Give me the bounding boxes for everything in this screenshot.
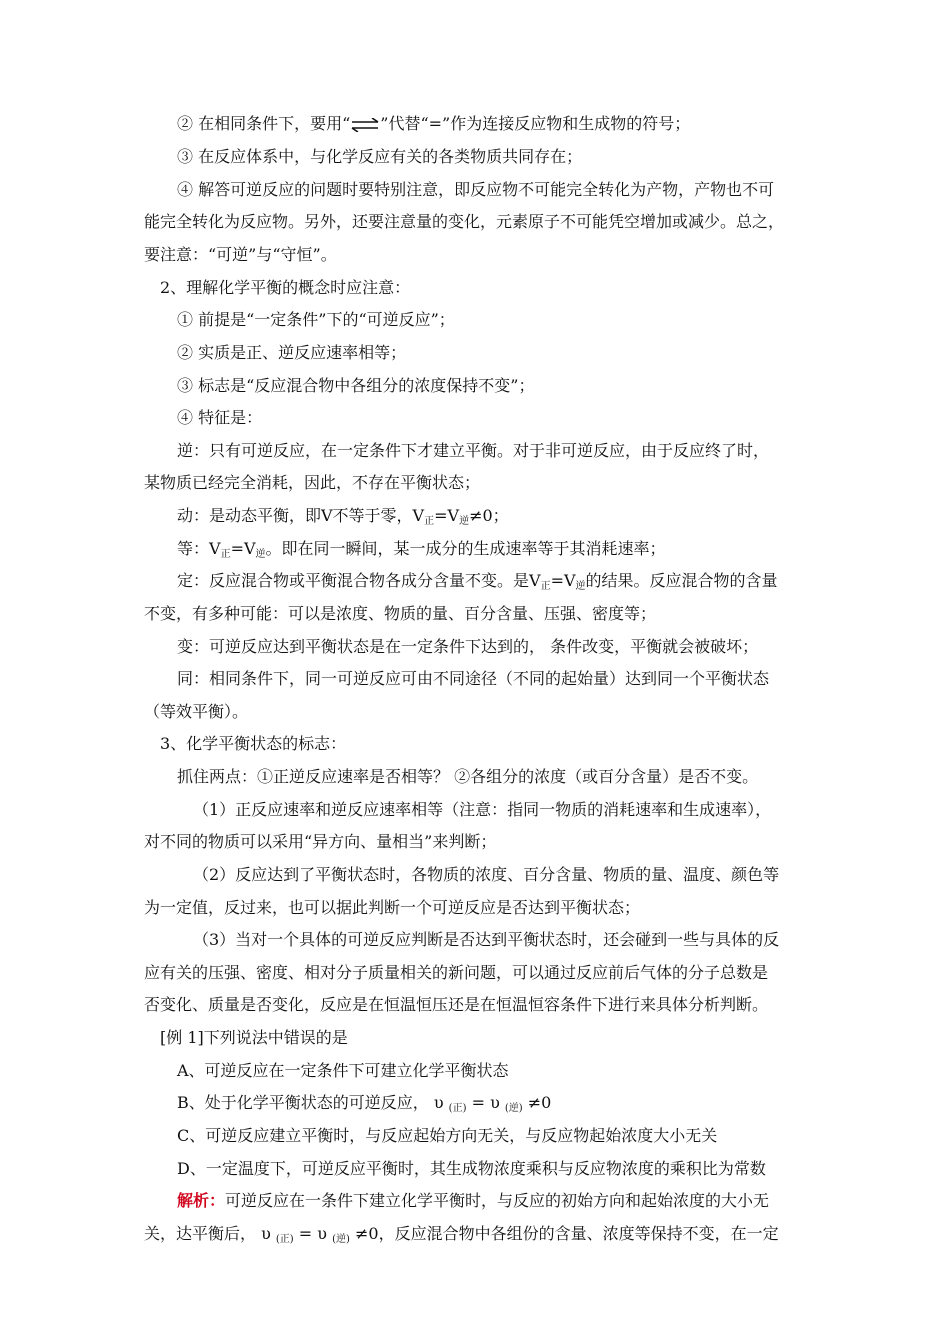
text-line: 应有关的压强、密度、相对分子质量相关的新问题，可以通过反应前后气体的分子总数是 [144,963,769,982]
text-line: 某物质已经完全消耗，因此，不存在平衡状态； [144,473,481,492]
analysis-label: 解析： [177,1191,226,1210]
text-line: （2）反应达到了平衡状态时，各物质的浓度、百分含量、物质的量、温度、颜色等 [193,865,780,884]
section-heading: 2、理解化学平衡的概念时应注意： [160,278,411,297]
text-line: （3）当对一个具体的可逆反应判断是否达到平衡状态时，还会碰到一些与具体的反 [193,930,780,949]
option-b: B、处于化学平衡状态的可逆反应， υ (正) = υ (逆) ≠0 [177,1093,552,1114]
text-line: 变：可逆反应达到平衡状态是在一定条件下达到的， 条件改变，平衡就会被破坏； [177,637,759,656]
text-line: 不变，有多种可能：可以是浓度、物质的量、百分含量、压强、密度等； [144,604,657,623]
text-line: （等效平衡）。 [144,702,249,721]
text-line: ④ 特征是： [177,408,263,427]
text-line: ① 前提是“一定条件”下的“可逆反应”； [177,310,455,329]
text-line: 定：反应混合物或平衡混合物各成分含量不变。是Ⅴ正=Ⅴ逆的结果。反应混合物的含量 [177,571,778,592]
text-line: ② 在相同条件下，要用“ ”代替“=”作为连接反应物和生成物的符号； [177,114,691,133]
reversible-arrow-icon [350,118,380,132]
text-line: 关，达平衡后， υ (正) = υ (逆) ≠0，反应混合物中各组份的含量、浓度等保持不变，在一定 [144,1224,779,1245]
text-line: 动：是动态平衡，即Ⅴ不等于零，Ⅴ正=Ⅴ逆≠0； [177,506,509,527]
option-d: D、一定温度下，可逆反应平衡时，其生成物浓度乘积与反应物浓度的乘积比为常数 [177,1159,766,1178]
text-line: 否变化、质量是否变化，反应是在恒温恒压还是在恒温恒容条件下进行来具体分析判断。 [144,995,769,1014]
text-line: ② 实质是正、逆反应速率相等； [177,343,407,362]
text-line: 同：相同条件下，同一可逆反应可由不同途径（不同的起始量）达到同一个平衡状态 [177,669,770,688]
text-line: 要注意：“可逆”与“守恒”。 [144,245,337,264]
option-a: A、可逆反应在一定条件下可建立化学平衡状态 [177,1061,509,1080]
option-c: C、可逆反应建立平衡时，与反应起始方向无关，与反应物起始浓度大小无关 [177,1126,718,1145]
text-line: ③ 在反应体系中，与化学反应有关的各类物质共同存在； [177,147,583,166]
text-line: （1）正反应速率和逆反应速率相等（注意：指同一物质的消耗速率和生成速率）， [193,800,772,819]
text-line: ④ 解答可逆反应的问题时要特别注意，即反应物不可能完全转化为产物，产物也不可 [177,180,775,199]
text-line: 等：Ⅴ正=Ⅴ逆。即在同一瞬间，某一成分的生成速率等于其消耗速率； [177,539,666,560]
text-line: 对不同的物质可以采用“异方向、量相当”来判断； [144,832,497,851]
text-line: 逆：只有可逆反应，在一定条件下才建立平衡。对于非可逆反应，由于反应终了时， [177,441,770,460]
section-heading: 3、化学平衡状态的标志： [160,734,347,753]
text-line: 为一定值，反过来，也可以据此判断一个可逆反应是否达到平衡状态； [144,898,641,917]
example-heading: [例 1]下列说法中错误的是 [160,1028,348,1047]
analysis-line: 解析：可逆反应在一条件下建立化学平衡时，与反应的初始方向和起始浓度的大小无 [177,1191,770,1210]
text-line: 能完全转化为反应物。另外，还要注意量的变化，元素原子不可能凭空增加或减少。总之， [144,212,785,231]
text-line: 抓住两点：①正逆反应速率是否相等？ ②各组分的浓度（或百分含量）是否不变。 [177,767,759,786]
text-line: ③ 标志是“反应混合物中各组分的浓度保持不变”； [177,376,535,395]
